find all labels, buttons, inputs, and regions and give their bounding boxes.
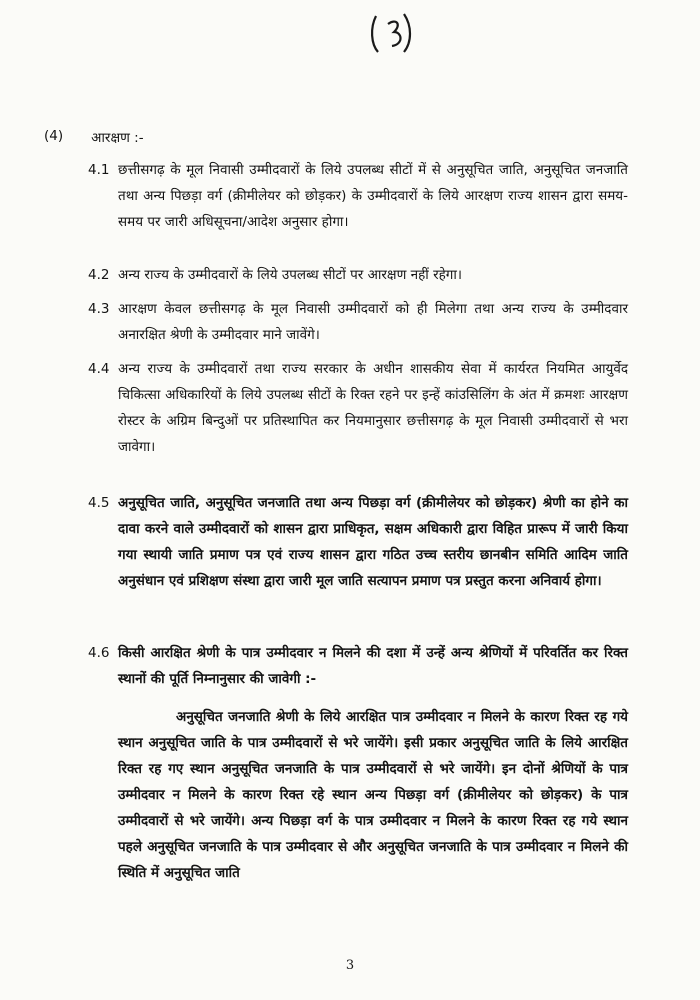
handwritten-page-number: [368, 10, 414, 56]
clause-text: छत्तीसगढ़ के मूल निवासी उम्मीदवारों के लिये उपलब्ध सीटों में से अनुसूचित जाति, अनुसूचित जनजाति तथा अन्य पिछड़ा वर्ग (क्रीमीलेयर को छोड़कर) के उम्मीदवारों के लिये आरक्षण राज्य शासन द्वारा समय-समय पर जारी अधिसूचना/आदेश अनुसार होगा।: [118, 162, 628, 230]
clause-number: 4.6: [88, 645, 110, 661]
clause-text: अनुसूचित जाति, अनुसूचित जनजाति तथा अन्य पिछड़ा वर्ग (क्रीमीलेयर को छोड़कर) श्रेणी का होने का दावा करने वाले उम्मीदवारों को शासन द्वारा प्राधिकृत, सक्षम अधिकारी द्वारा विहित प्रारूप में जारी किया गया स्थायी जाति प्रमाण पत्र एवं राज्य शासन द्वारा गठित उच्च स्तरीय छानबीन समिति आदिम जाति अनुसंधान एवं प्रशिक्षण संस्था द्वारा जारी मूल जाति सत्यापन प्रमाण पत्र प्रस्तुत करना अनिवार्य होगा।: [118, 495, 628, 589]
clause-text: अन्य राज्य के उम्मीदवारों तथा राज्य सरकार के अधीन शासकीय सेवा में कार्यरत नियमित आयुर्वेद चिकित्सा अधिकारियों के लिये उपलब्ध सीटों के रिक्त रहने पर इन्हें कांउसिलिंग के अंत में क्रमशः आरक्षण रोस्टर के अग्रिम बिन्दुओं पर प्रतिस्थापित कर नियमानुसार छत्तीसगढ़ के मूल निवासी उम्मीदवारों से भरा जावेगा।: [118, 361, 628, 455]
clause-4-2: [88, 262, 628, 288]
clause-text: अन्य राज्य के उम्मीदवारों के लिये उपलब्ध सीटों पर आरक्षण नहीं रहेगा।: [118, 267, 463, 283]
clause-4-5: [88, 490, 628, 594]
clause-4-3: [88, 296, 628, 348]
clause-number: 4.2: [88, 267, 110, 283]
clause-text: आरक्षण केवल छत्तीसगढ़ के मूल निवासी उम्मीदवारों को ही मिलेगा तथा अन्य राज्य के उम्मीदवार अनारक्षित श्रेणी के उम्मीदवार माने जावेंगे।: [118, 301, 628, 343]
clause-4-4: [88, 356, 628, 460]
clause-number: 4.3: [88, 301, 110, 317]
clause-number: 4.5: [88, 495, 110, 511]
clause-number: 4.4: [88, 361, 110, 377]
handwritten-number-mark: [368, 10, 414, 56]
page-number: 3: [345, 958, 355, 973]
section-number: (4): [44, 128, 64, 144]
section-heading: [44, 128, 144, 146]
clause-4-6: [88, 640, 628, 692]
clause-text: किसी आरक्षित श्रेणी के पात्र उम्मीदवार न मिलने की दशा में उन्हें अन्य श्रेणियों में परिवर्तित कर रिक्त स्थानों की पूर्ति निम्नानुसार की जावेगी :-: [118, 645, 628, 687]
clause-number: 4.1: [88, 162, 110, 178]
clause-4-1: [88, 157, 628, 235]
reservation-transfer-paragraph: अनुसूचित जनजाति श्रेणी के लिये आरक्षित पात्र उम्मीदवार न मिलने के कारण रिक्त रह गये स्थान अनुसूचित जाति के पात्र उम्मीदवारों से भरे जायेंगे। इसी प्रकार अनुसूचित जाति के लिये आरक्षित रिक्त रह गए स्थान अनुसूचित जनजाति के पात्र उम्मीदवारों से भरे जायेंगे। इन दोनों श्रेणियों के पात्र उम्मीदवार न मिलने के कारण रिक्त रहे स्थान अन्य पिछड़ा वर्ग (क्रीमीलेयर को छोड़कर) के पात्र उम्मीदवारों से भरे जायेंगे। अन्य पिछड़ा वर्ग के पात्र उम्मीदवार न मिलने के कारण रिक्त रह गये स्थान पहले अनुसूचित जनजाति के पात्र उम्मीदवार से और अनुसूचित जनजाति के पात्र उम्मीदवार न मिलने की स्थिति में अनुसूचित जाति: [118, 709, 628, 881]
section-title: आरक्षण :-: [91, 130, 144, 146]
